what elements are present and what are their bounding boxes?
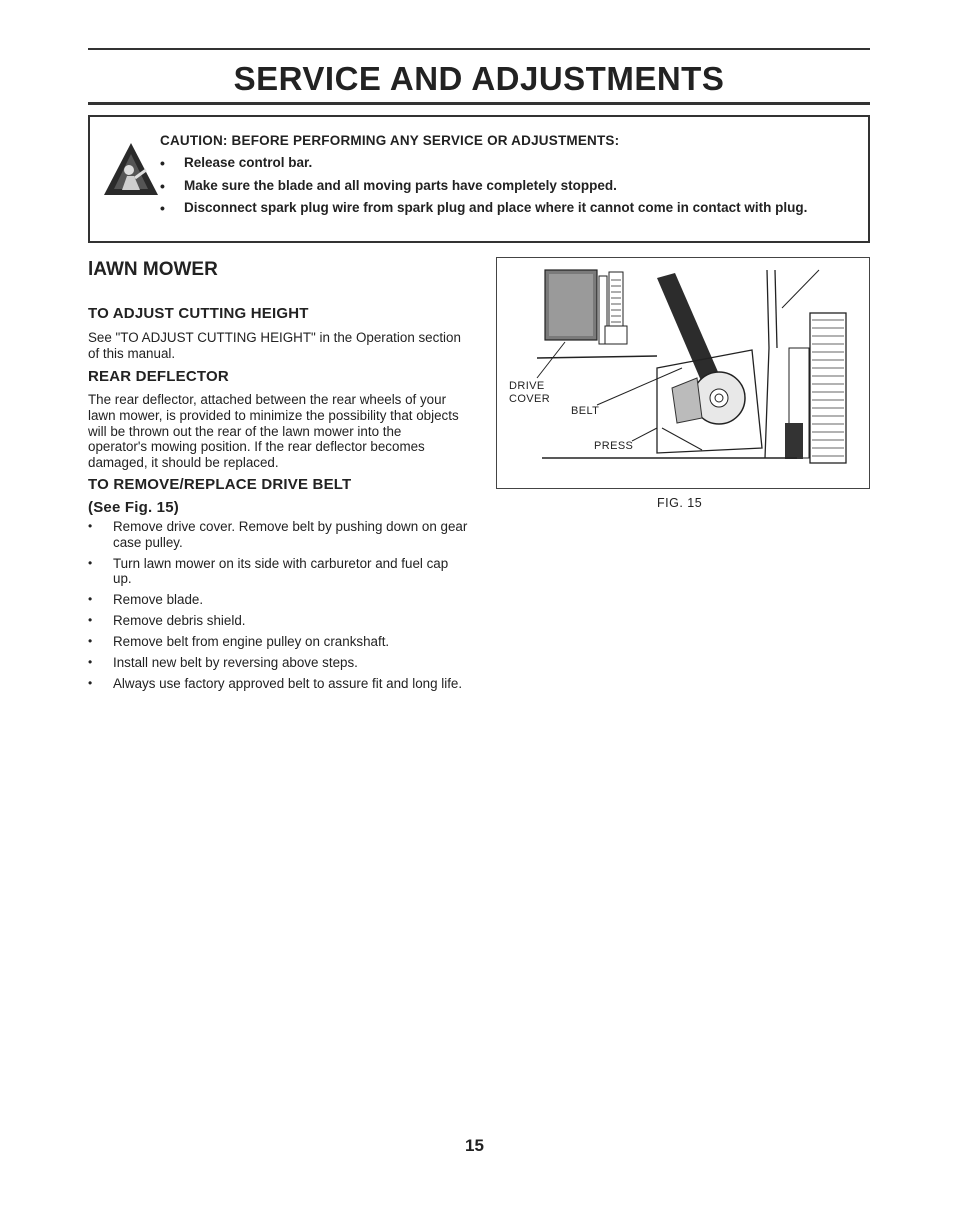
list-item: • Remove debris shield. (88, 613, 468, 629)
list-item: • Turn lawn mower on its side with carburetor and fuel cap up. (88, 556, 468, 587)
list-item: • Always use factory approved belt to assure fit and long life. (88, 676, 468, 692)
warning-triangle-icon (102, 140, 160, 198)
label-cover: COVER (509, 393, 551, 405)
caution-heading: CAUTION: BEFORE PERFORMING ANY SERVICE OR ADJUSTMENTS: (160, 133, 620, 148)
list-item: • Install new belt by reversing above steps. (88, 655, 468, 671)
drive-belt-subheading: (See Fig. 15) (88, 499, 179, 516)
page-title: SERVICE AND ADJUSTMENTS (233, 60, 725, 97)
label-drive: DRIVE (509, 380, 545, 392)
title-rule (88, 102, 870, 105)
drive-belt-steps (88, 519, 468, 697)
top-rule (88, 48, 870, 50)
drive-belt-heading: TO REMOVE/REPLACE DRIVE BELT (88, 476, 352, 493)
rear-deflector-heading: REAR DEFLECTOR (88, 368, 229, 385)
list-item: • Remove belt from engine pulley on crankshaft. (88, 634, 468, 650)
label-belt: BELT (571, 405, 600, 417)
section-title: lAWN MOWER (88, 259, 218, 280)
drive-belt-illustration (497, 258, 869, 488)
label-press: PRESS (594, 440, 634, 452)
list-item: • Remove blade. (88, 592, 468, 608)
page-number: 15 (465, 1136, 484, 1155)
cutting-height-text: See "TO ADJUST CUTTING HEIGHT" in the Operation section of this manual. (88, 330, 461, 361)
caution-item: • Disconnect spark plug wire from spark plug and place where it cannot come in contact with plug. (160, 199, 807, 222)
figure-caption: FIG. 15 (657, 496, 703, 510)
rear-deflector-text: The rear deflector, attached between the rear wheels of your lawn mower, is provided to minimize the possibility that objects will be thrown out the rear of the lawn mower into the operator's mowing position. If the rear deflector becomes damaged, it should be replaced. (88, 392, 459, 471)
caution-list (160, 154, 807, 222)
caution-item: • Make sure the blade and all moving parts have completely stopped. (160, 177, 807, 200)
cutting-height-heading: TO ADJUST CUTTING HEIGHT (88, 305, 309, 322)
figure-15 (496, 257, 870, 489)
caution-item: • Release control bar. (160, 154, 807, 177)
list-item: • Remove drive cover. Remove belt by pushing down on gear case pulley. (88, 519, 468, 550)
